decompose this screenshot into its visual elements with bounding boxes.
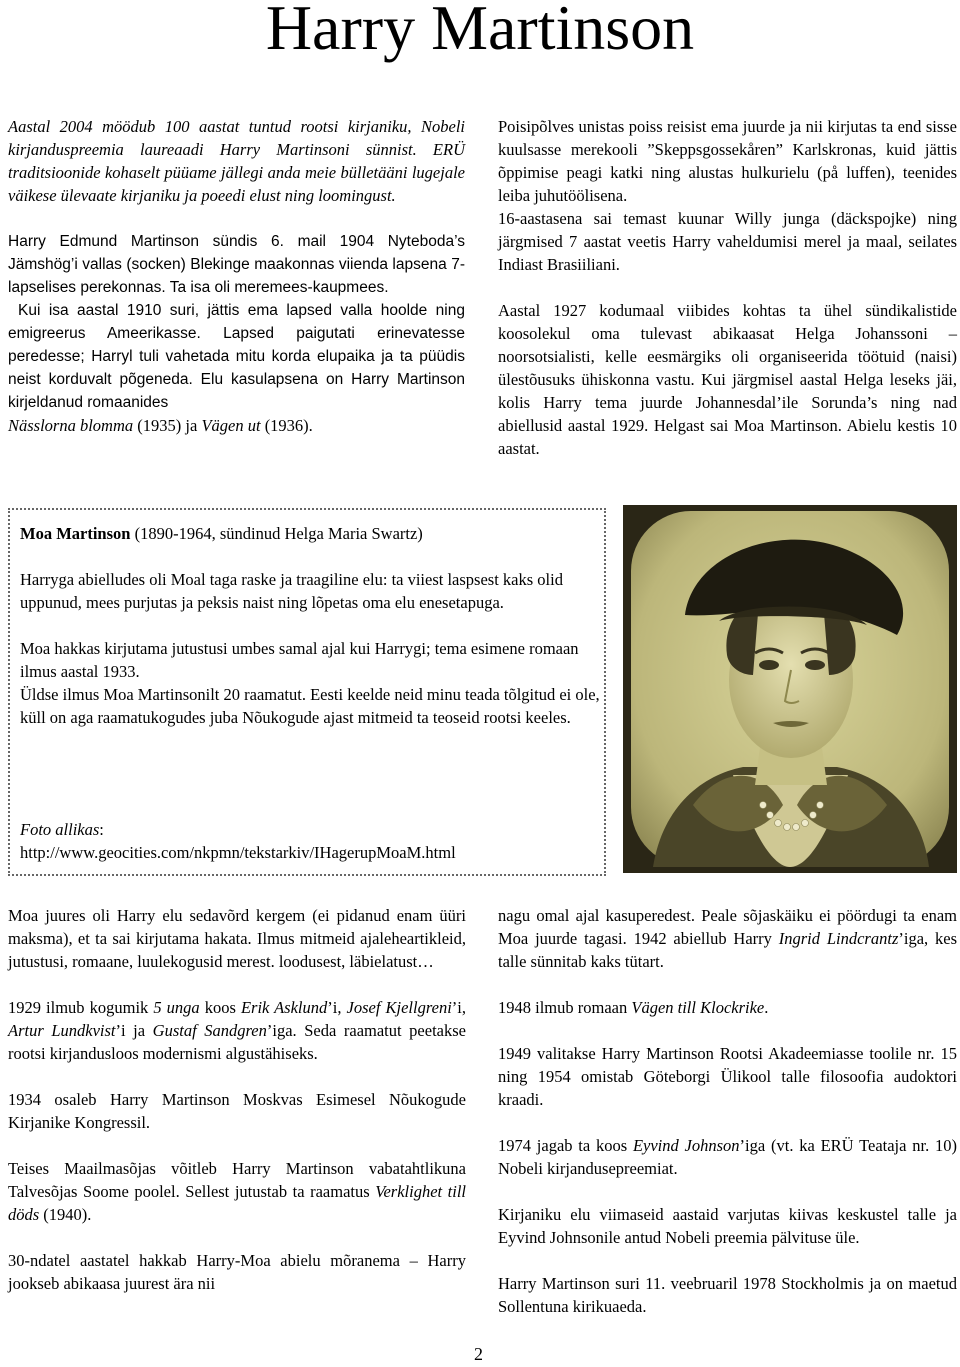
remarriage-text-a: nagu omal ajal kasuperedest. Peale sõjaskäiku ei pöördugi ta enam Moa juurde tagasi. 1942 abiellub Harry xyxy=(498,906,957,948)
father-text: Kui isa aastal 1910 suri, jättis ema lapsed valla hoolde ning emigreerus Ameerikasse. Lapsed paigutati erinevatesse peredesse; Harryl tuli vahetada mitu korda elupaika ja ta püüdis neist korduvalt põgeneda. Elu kasulapsena on Harry Martinson kirjeldanud romaanides xyxy=(8,302,465,411)
collection-text-e: ’i, xyxy=(327,998,347,1017)
author-asklund: Erik Asklund xyxy=(240,998,328,1017)
author-kjellgren: Josef Kjellgreni xyxy=(346,998,452,1017)
novel-title: Vägen till Klockrike xyxy=(631,998,765,1017)
collection-text-c: koos xyxy=(199,998,241,1017)
book-year-1: (1935) ja xyxy=(133,416,202,435)
box-heading-name: Moa Martinson xyxy=(20,524,131,543)
portrait-photo-svg xyxy=(623,505,957,873)
page-title: Harry Martinson xyxy=(265,0,695,63)
box-paragraph-1: Harryga abielludes oli Moal taga raske ja traagiline elu: ta viiest laspsest kaks olid uppunud, mees purjutas ja peksis naist ning lõpetas oma elu enesetapuga. xyxy=(20,570,563,612)
author-sandgren: Gustaf Sandgren xyxy=(152,1021,267,1040)
page-number: 2 xyxy=(474,1344,483,1364)
nobel-co-laureate: Eyvind Johnson xyxy=(632,1136,740,1155)
nobel-text-c: ’iga (vt. ka ERÜ Teataja nr. 10) Nobeli kirjandusepreemiat. xyxy=(498,1136,957,1178)
book-title-2: Vägen ut xyxy=(201,416,261,435)
portrait-photo xyxy=(623,505,957,873)
box-paragraph-2a: Moa hakkas kirjutama jutustusi umbes samal ajal kui Harrygi; tema esimene romaan ilmus aastal 1933. xyxy=(20,639,579,681)
right-column-top xyxy=(498,115,957,460)
novel-text-a: 1948 ilmub romaan xyxy=(498,998,632,1017)
books-line xyxy=(8,414,465,437)
collection-text-g: ’i, xyxy=(451,998,467,1017)
source-url[interactable]: http://www.geocities.com/nkpmn/tekstarkiv/IHagerupMoaM.html xyxy=(20,843,456,862)
academy-paragraph: 1949 valitakse Harry Martinson Rootsi Akadeemiasse toolile nr. 15 ning 1954 omistab Göteborgi Ülikool talle filosoofia audoktori kraadi. xyxy=(498,1044,957,1109)
remarriage-text-c: ’iga, kes talle sünnitab kaks tütart. xyxy=(498,929,957,971)
birth-paragraph: Harry Edmund Martinson sündis 6. mail 1904 Nyteboda’s Jämshög’i vallas (socken) Blekinge maakonnas viienda lapsena 7-lapselises perekonnas. Ta isa oli meremees-kaupmees. xyxy=(8,233,465,296)
remarriage-paragraph xyxy=(498,904,957,973)
divorce-paragraph: 30-ndatel aastatel hakkab Harry-Moa abielu mõranema – Harry jookseb abikaasa juurest ära nii xyxy=(8,1251,466,1293)
box-paragraph-2b: Üldse ilmus Moa Martinsonilt 20 raamatut. Eesti keelde neid minu teada tõlgitud ei ole, küll on aga raamatukogudes juba Nõukogude ajast mitmeid ta teoseid rootsi keeles. xyxy=(20,685,600,727)
congress-paragraph: 1934 osaleb Harry Martinson Moskvas Esimesel Nõukogude Kirjanike Kongressil. xyxy=(8,1090,466,1132)
collection-paragraph xyxy=(8,996,466,1065)
left-column-top xyxy=(8,115,465,437)
war-book-title: Verklighet till döds xyxy=(8,1182,466,1224)
source-label: Foto allikas xyxy=(20,820,100,839)
collection-title: 5 unga xyxy=(153,998,200,1017)
death-paragraph: Harry Martinson suri 11. veebruaril 1978 Stockholmis ja on maetud Sollentuna kirikuaeda. xyxy=(498,1274,957,1316)
youth-paragraph: Poisipõlves unistas poiss reisist ema juurde ja nii kirjutas ta end sisse kuulsasse merekooli ”Skeppsgossekåren” Karlskronas, kuid jättis õppimise peagi katki ning alustas hulkurielu (på luffen), teenides leiba juhutöölisena. xyxy=(498,117,957,205)
left-column-bottom xyxy=(8,904,466,1295)
father-paragraph xyxy=(8,299,465,414)
war-paragraph xyxy=(8,1157,466,1226)
novel-text-c: . xyxy=(764,998,769,1017)
photo-source xyxy=(20,818,456,864)
collection-text-i: ’i ja xyxy=(115,1021,153,1040)
war-text-c: (1940). xyxy=(39,1205,92,1224)
collection-text-a: 1929 ilmub kogumik xyxy=(8,998,154,1017)
book-year-2: (1936). xyxy=(260,416,313,435)
author-lundkvist: Artur Lundkvist xyxy=(8,1021,116,1040)
marriage-paragraph: Aastal 1927 kodumaal viibides kohtas ta ühel sündikalistide koosolekul oma tulevast abikaasat Helga Johanssoni – noorsotsialisti, kelle eesmärgiks oli organiseerida töötuid (naisi) ülestõusuks ühiskonna vastu. Kui järgmisel aastal Helga leseks jäi, kolis Harry tema juurde Johannesdal’ile Sorunda’s ning nad abiellusid aastal 1929. Helgast sai Moa Martinson. Abielu kestis 10 aastat. xyxy=(498,301,957,458)
moa-info-box xyxy=(8,508,606,876)
book-title-1: Nässlorna blomma xyxy=(8,416,134,435)
nobel-text-a: 1974 jagab ta koos xyxy=(498,1136,633,1155)
box-heading-rest: (1890-1964, sündinud Helga Maria Swartz) xyxy=(130,524,423,543)
nobel-paragraph xyxy=(498,1134,957,1180)
novel-1948-paragraph xyxy=(498,996,957,1019)
collection-text-k: ’iga. Seda raamatut peetakse rootsi kirjandusloos modernismi algustähiseks. xyxy=(8,1021,466,1063)
writing-paragraph: Moa juures oli Harry elu sedavõrd kergem (ei pidanud enam üüri maksma), et ta sai kirjutama hakata. Ilmus mitmeid ajaleheartikleid, jutustusi, romaane, luulekogusid merest. loodusest, läbielatust… xyxy=(8,906,466,971)
source-colon: : xyxy=(99,820,104,839)
box-heading xyxy=(20,522,600,545)
war-text-a: Teises Maailmasõjas võitleb Harry Martinson vabatahtlikuna Talvesõjas Soome poolel. Sellest jutustab ta raamatus xyxy=(8,1159,466,1201)
intro-paragraph: Aastal 2004 möödub 100 aastat tuntud rootsi kirjaniku, Nobeli kirjanduspreemia laureaadi Harry Martinsoni sünnist. ERÜ traditsioonide kohaselt püüame jällegi anda meie bülletääni lugejale väikese ülevaate kirjaniku ja poeedi elust ning loomingust. xyxy=(8,117,465,205)
last-years-paragraph: Kirjaniku elu viimaseid aastaid varjutas kiivas keskustel talle ja Eyvind Johnsonile antud Nobeli preemia pälvituse üle. xyxy=(498,1205,957,1247)
spouse-name: Ingrid Lindcrantz xyxy=(778,929,899,948)
sailor-paragraph: 16-aastasena sai temast kuunar Willy junga (däckspojke) ning järgmised 7 aastat veetis Harry vaheldumisi merel ja maal, seilates Indiast Brasiiliani. xyxy=(498,209,957,274)
right-column-bottom xyxy=(498,904,957,1318)
